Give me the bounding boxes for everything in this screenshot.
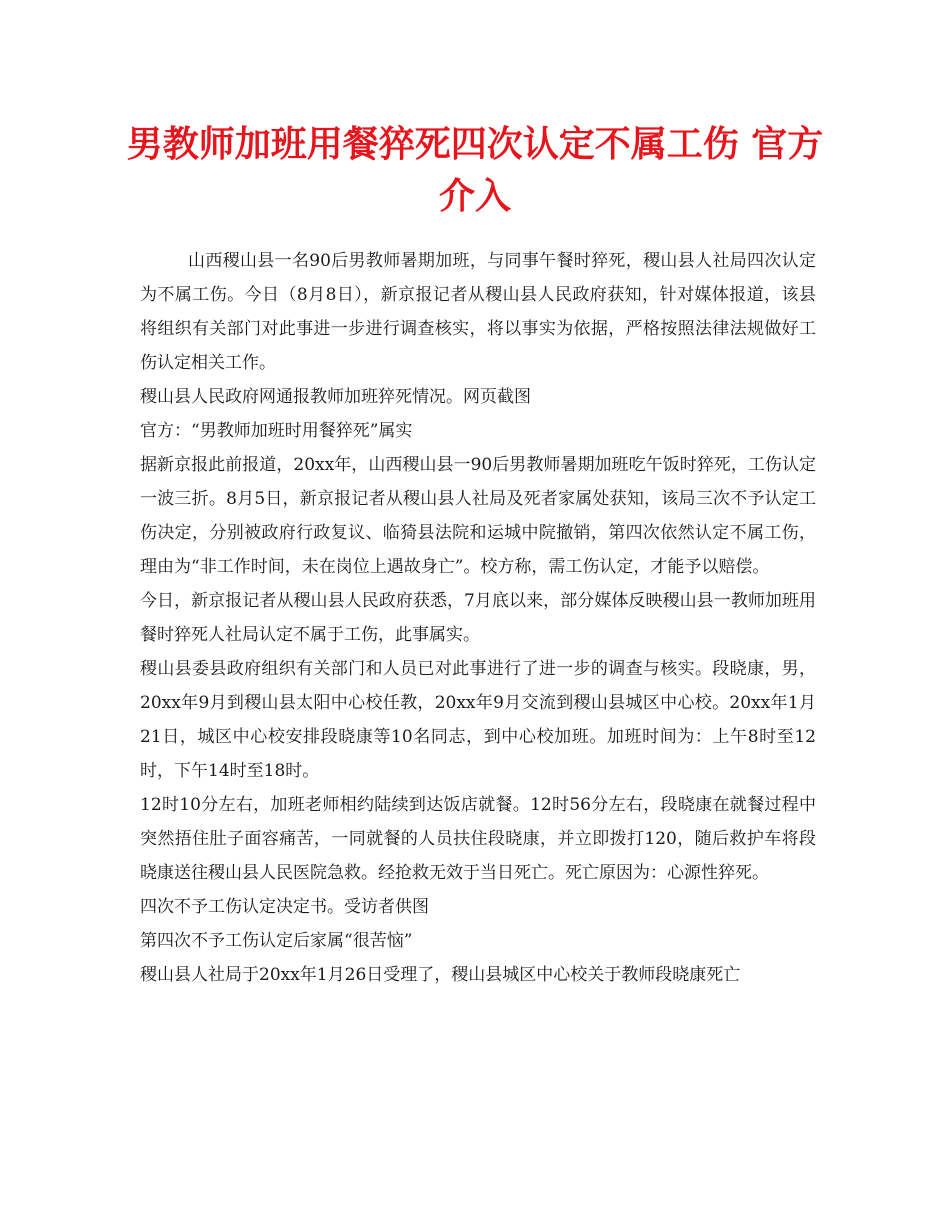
section-heading-family: 第四次不予工伤认定后家属“很苦恼” [140, 931, 413, 951]
section-heading-official: 官方：“男教师加班时用餐猝死”属实 [140, 421, 413, 441]
paragraph-government-confirmation: 今日，新京报记者从稷山县人民政府获悉，7月底以来，部分媒体反映稷山县一教师加班用餐时猝死人社局认定不属于工伤，此事属实。 [140, 591, 816, 645]
image-caption-decision-letters: 四次不予工伤认定决定书。受访者供图 [140, 897, 429, 917]
document-body [140, 244, 816, 992]
paragraph-intro: 山西稷山县一名90后男教师暑期加班，与同事午餐时猝死，稷山县人社局四次认定为不属工伤。今日（8月8日），新京报记者从稷山县人民政府获知，针对媒体报道，该县将组织有关部门对此事进一步进行调查核实，将以事实为依据，严格按照法律法规做好工伤认定相关工作。 [140, 251, 816, 373]
image-caption-screenshot: 稷山县人民政府网通报教师加班猝死情况。网页截图 [140, 387, 531, 407]
paragraph-investigation: 稷山县委县政府组织有关部门和人员已对此事进行了进一步的调查与核实。段晓康，男，20xx年9月到稷山县太阳中心校任教，20xx年9月交流到稷山县城区中心校。20xx年1月21日，城区中心校安排段晓康等10名同志，到中心校加班。加班时间为：上午8时至12时，下午14时至18时。 [140, 659, 816, 781]
document-title: 男教师加班用餐猝死四次认定不属工伤 官方介入 [126, 123, 824, 217]
paragraph-incident: 12时10分左右，加班老师相约陆续到达饭店就餐。12时56分左右，段晓康在就餐过程中突然捂住肚子面容痛苦，一同就餐的人员扶住段晓康，并立即拨打120，随后救护车将段晓康送往稷山县人民医院急救。经抢救无效于当日死亡。死亡原因为：心源性猝死。 [140, 795, 816, 883]
paragraph-final: 稷山县人社局于20xx年1月26日受理了，稷山县城区中心校关于教师段晓康死亡 [140, 965, 741, 985]
paragraph-background: 据新京报此前报道，20xx年，山西稷山县一90后男教师暑期加班吃午饭时猝死，工伤认定一波三折。8月5日，新京报记者从稷山县人社局及死者家属处获知，该局三次不予认定工伤决定，分别被政府行政复议、临猗县法院和运城中院撤销，第四次依然认定不属工伤，理由为“非工作时间，未在岗位上遇故身亡”。校方称，需工伤认定，才能予以赔偿。 [140, 455, 816, 577]
